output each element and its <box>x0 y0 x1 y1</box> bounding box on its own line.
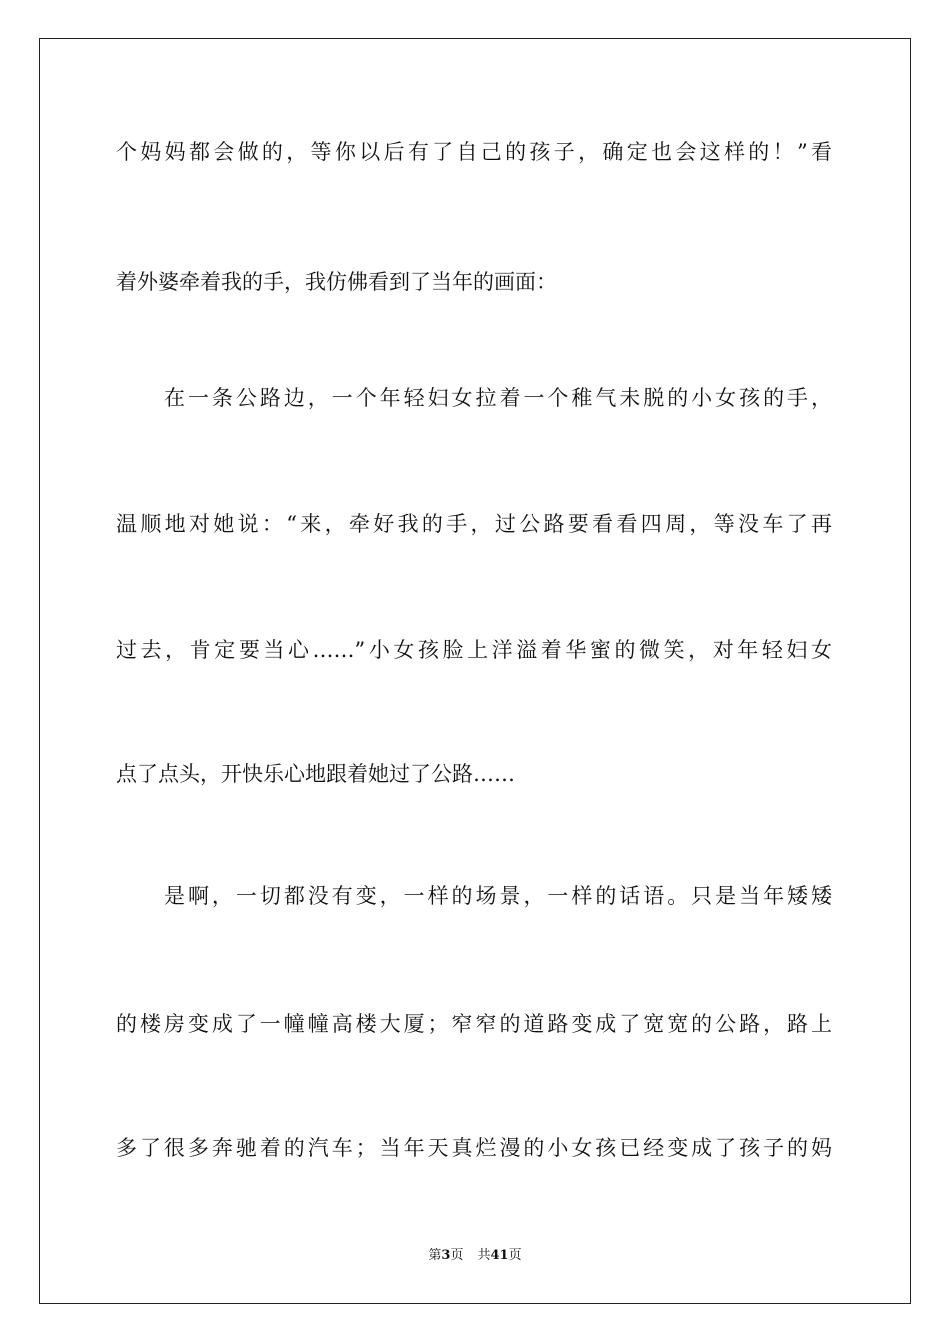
page-footer <box>0 1244 950 1263</box>
page-suffix: 页 <box>450 1248 464 1263</box>
text-line: 多了很多奔驰着的汽车；当年天真烂漫的小女孩已经变成了孩子的妈 <box>116 1136 832 1160</box>
current-page-number: 3 <box>441 1248 451 1263</box>
text-line: 点了点头，开快乐心地跟着她过了公路…… <box>116 762 515 786</box>
total-prefix: 共 <box>477 1248 491 1263</box>
text-line: 个妈妈都会做的，等你以后有了自己的孩子，确定也会这样的！”看 <box>116 140 832 164</box>
text-line: 是啊，一切都没有变，一样的场景，一样的话语。只是当年矮矮 <box>164 884 832 908</box>
page-prefix: 第 <box>428 1248 442 1263</box>
total-suffix: 页 <box>508 1248 522 1263</box>
text-line: 温顺地对她说：“来，牵好我的手，过公路要看看四周，等没车了再 <box>116 512 832 536</box>
total-page-count: 41 <box>490 1248 509 1263</box>
text-line: 过去，肯定要当心……”小女孩脸上洋溢着华蜜的微笑，对年轻妇女 <box>116 638 832 662</box>
text-line: 在一条公路边，一个年轻妇女拉着一个稚气未脱的小女孩的手， <box>164 386 832 410</box>
text-line: 着外婆牵着我的手，我仿佛看到了当年的画面： <box>116 270 557 294</box>
page-border <box>39 38 911 1304</box>
text-line: 的楼房变成了一幢幢高楼大厦；窄窄的道路变成了宽宽的公路，路上 <box>116 1012 832 1036</box>
